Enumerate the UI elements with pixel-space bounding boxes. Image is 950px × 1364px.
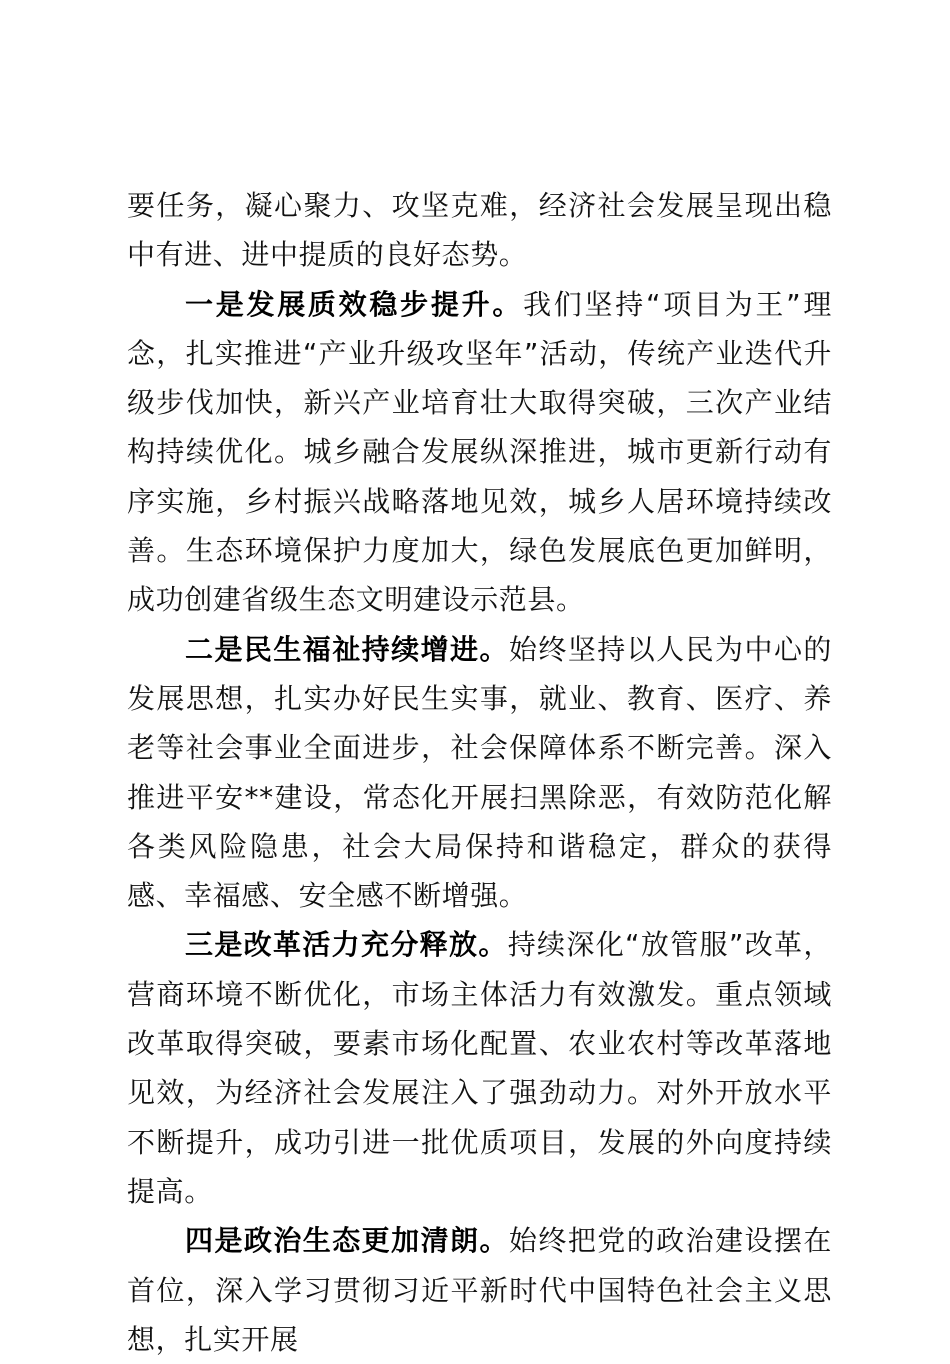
- paragraph-intro-continuation: [127, 181, 832, 280]
- paragraph-lead: 一是发展质效稳步提升。: [185, 287, 524, 321]
- paragraph-body: 始终把党的政治建设摆在首位，深入学习贯彻习近平新时代中国特色社会主义思想，扎实开展: [127, 1224, 832, 1356]
- paragraph-lead: 四是政治生态更加清朗。: [185, 1224, 509, 1258]
- paragraph-lead: 三是改革活力充分释放。: [185, 928, 508, 962]
- paragraph-lead: 二是民生福祉持续增进。: [185, 632, 509, 666]
- paragraph-development-quality: [127, 280, 832, 625]
- paragraph-reform: [127, 920, 832, 1216]
- paragraph-body: 始终坚持以人民为中心的发展思想，扎实办好民生实事，就业、教育、医疗、养老等社会事业全面进步，社会保障体系不断完善。深入推进平安**建设，常态化开展扫黑除恶，有效防范化解各类风险隐患，社会大局保持和谐稳定，群众的获得感、幸福感、安全感不断增强。: [127, 632, 832, 913]
- paragraph-livelihood: [127, 625, 832, 921]
- paragraph-body: 我们坚持“项目为王”理念，扎实推进“产业升级攻坚年”活动，传统产业迭代升级步伐加快，新兴产业培育壮大取得突破，三次产业结构持续优化。城乡融合发展纵深推进，城市更新行动有序实施，乡村振兴战略落地见效，城乡人居环境持续改善。生态环境保护力度加大，绿色发展底色更加鲜明，成功创建省级生态文明建设示范县。: [127, 287, 832, 617]
- paragraph-political-ecology: [127, 1216, 832, 1364]
- document-page: [127, 181, 832, 1364]
- paragraph-body: 持续深化“放管服”改革，营商环境不断优化，市场主体活力有效激发。重点领域改革取得突破，要素市场化配置、农业农村等改革落地见效，为经济社会发展注入了强劲动力。对外开放水平不断提升，成功引进一批优质项目，发展的外向度持续提高。: [127, 928, 832, 1208]
- paragraph-body: 要任务，凝心聚力、攻坚克难，经济社会发展呈现出稳中有进、进中提质的良好态势。: [127, 189, 832, 272]
